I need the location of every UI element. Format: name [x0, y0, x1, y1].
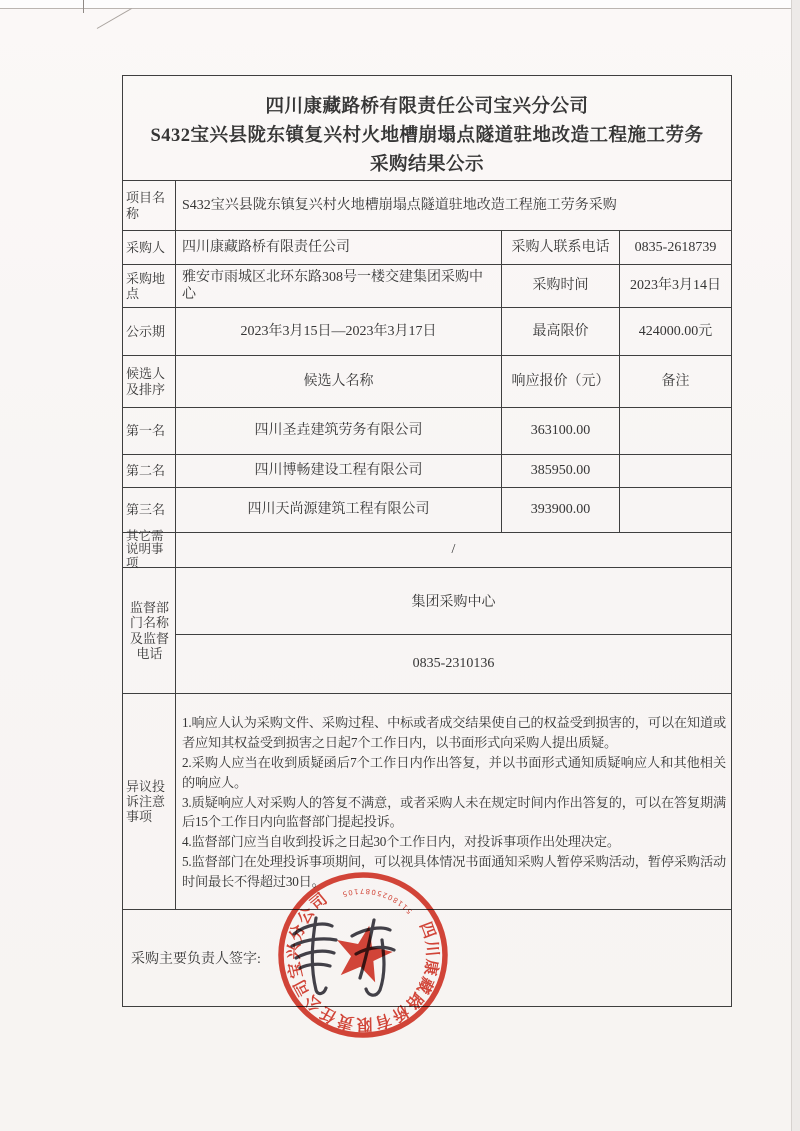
- row-supervision: [123, 567, 731, 693]
- purchaser-phone-value: 0835-2618739: [619, 231, 731, 264]
- table-row-rank-1: [123, 407, 731, 454]
- publicity-label: 公示期: [126, 323, 166, 339]
- objection-item-2: 2.采购人应当在收到质疑函后7个工作日内作出答复，并以书面形式通知质疑响应人和其他相关的响应人。: [182, 755, 726, 790]
- title-line-announcement: 采购结果公示: [369, 155, 484, 175]
- purchase-time-label: 采购时间: [501, 265, 619, 307]
- publicity-value: 2023年3月15日—2023年3月17日: [175, 308, 501, 355]
- rank-2-name: 四川博畅建设工程有限公司: [175, 455, 501, 487]
- row-candidates-header: [123, 355, 731, 407]
- row-purchaser: [123, 230, 731, 264]
- title-line-project: S432宝兴县陇东镇复兴村火地槽崩塌点隧道驻地改造工程施工劳务: [150, 126, 704, 146]
- scan-left-tick: [83, 0, 84, 13]
- rank-1-label: 第一名: [126, 423, 166, 439]
- candidates-label: 候选人及排序: [126, 366, 166, 397]
- supervision-content: [175, 568, 731, 693]
- rank-1-remark: [619, 408, 731, 454]
- scan-top-edge: [0, 0, 800, 9]
- purchaser-phone-label: 采购人联系电话: [501, 231, 619, 264]
- rank-2-label: 第二名: [126, 463, 166, 479]
- purchaser-label: 采购人: [126, 239, 166, 255]
- candidate-name-header: 候选人名称: [175, 356, 501, 407]
- objection-item-5: 5.监督部门在处理投诉事项期间，可以视具体情况书面通知采购人暂停采购活动，暂停采购活动时间最长不得超过30日。: [182, 853, 726, 889]
- candidate-price-header: 响应报价（元）: [501, 356, 619, 407]
- title-line-company: 四川康藏路桥有限责任公司宝兴分公司: [265, 97, 589, 117]
- title-block: [123, 76, 731, 180]
- rank-2-price: 385950.00: [501, 455, 619, 487]
- price-limit-value: 424000.00元: [619, 308, 731, 355]
- project-name-value: S432宝兴县陇东镇复兴村火地槽崩塌点隧道驻地改造工程施工劳务采购: [175, 181, 731, 230]
- candidate-remark-header: 备注: [619, 356, 731, 407]
- row-publicity-period: [123, 307, 731, 355]
- rank-1-price: 363100.00: [501, 408, 619, 454]
- rank-1-name: 四川圣垚建筑劳务有限公司: [175, 408, 501, 454]
- row-other-notes: [123, 529, 731, 570]
- price-limit-label: 最高限价: [501, 308, 619, 355]
- scan-crease-line: [97, 8, 132, 29]
- table-row-rank-3: [123, 487, 731, 532]
- purchase-time-value: 2023年3月14日: [619, 265, 731, 307]
- purchaser-value: 四川康藏路桥有限责任公司: [175, 231, 501, 264]
- seal-company-text: 四川康藏路桥有限责任公司宝兴分公司: [285, 890, 441, 1033]
- other-notes-value: /: [175, 533, 731, 567]
- rank-3-name: 四川天尚源建筑工程有限公司: [175, 488, 501, 532]
- procurement-result-table: [122, 75, 732, 1007]
- objection-text: [175, 694, 731, 909]
- row-project-name: [123, 180, 731, 230]
- seal-code-text: 5118025087105: [340, 886, 414, 916]
- rank-3-price: 393900.00: [501, 488, 619, 532]
- location-label: 采购地点: [126, 270, 166, 301]
- location-value: 雅安市雨城区北环东路308号一楼交建集团采购中心: [175, 265, 501, 307]
- signature-label: 采购主要负责人签字:: [131, 952, 261, 967]
- rank-3-label: 第三名: [126, 502, 166, 518]
- objection-label: 异议投诉注意事项: [126, 778, 166, 825]
- other-notes-label: 其它需说明事项: [126, 529, 164, 570]
- row-location: [123, 264, 731, 307]
- table-row-rank-2: [123, 454, 731, 487]
- scan-right-strip: [792, 0, 800, 1131]
- supervision-phone: 0835-2310136: [176, 634, 731, 693]
- supervision-department: 集团采购中心: [411, 595, 496, 610]
- objection-item-3: 3.质疑响应人对采购人的答复不满意，或者采购人未在规定时间内作出答复的，可以在答复期满后15个工作日内向监督部门提起投诉。: [182, 794, 726, 830]
- handwritten-signature: [286, 906, 418, 1004]
- supervision-label: 监督部门名称及监督电话: [129, 600, 169, 661]
- rank-3-remark: [619, 488, 731, 532]
- objection-item-4: 4.监督部门应当自收到投诉之日起30个工作日内，对投诉事项作出处理决定。: [182, 834, 620, 850]
- objection-item-1: 1.响应人认为采购文件、采购过程、中标或者成交结果使自己的权益受到损害的，可以在知道或者应知其权益受到损害之日起7个工作日内，以书面形式向采购人提出质疑。: [182, 715, 726, 751]
- rank-2-remark: [619, 455, 731, 487]
- project-name-label: 项目名称: [126, 190, 166, 221]
